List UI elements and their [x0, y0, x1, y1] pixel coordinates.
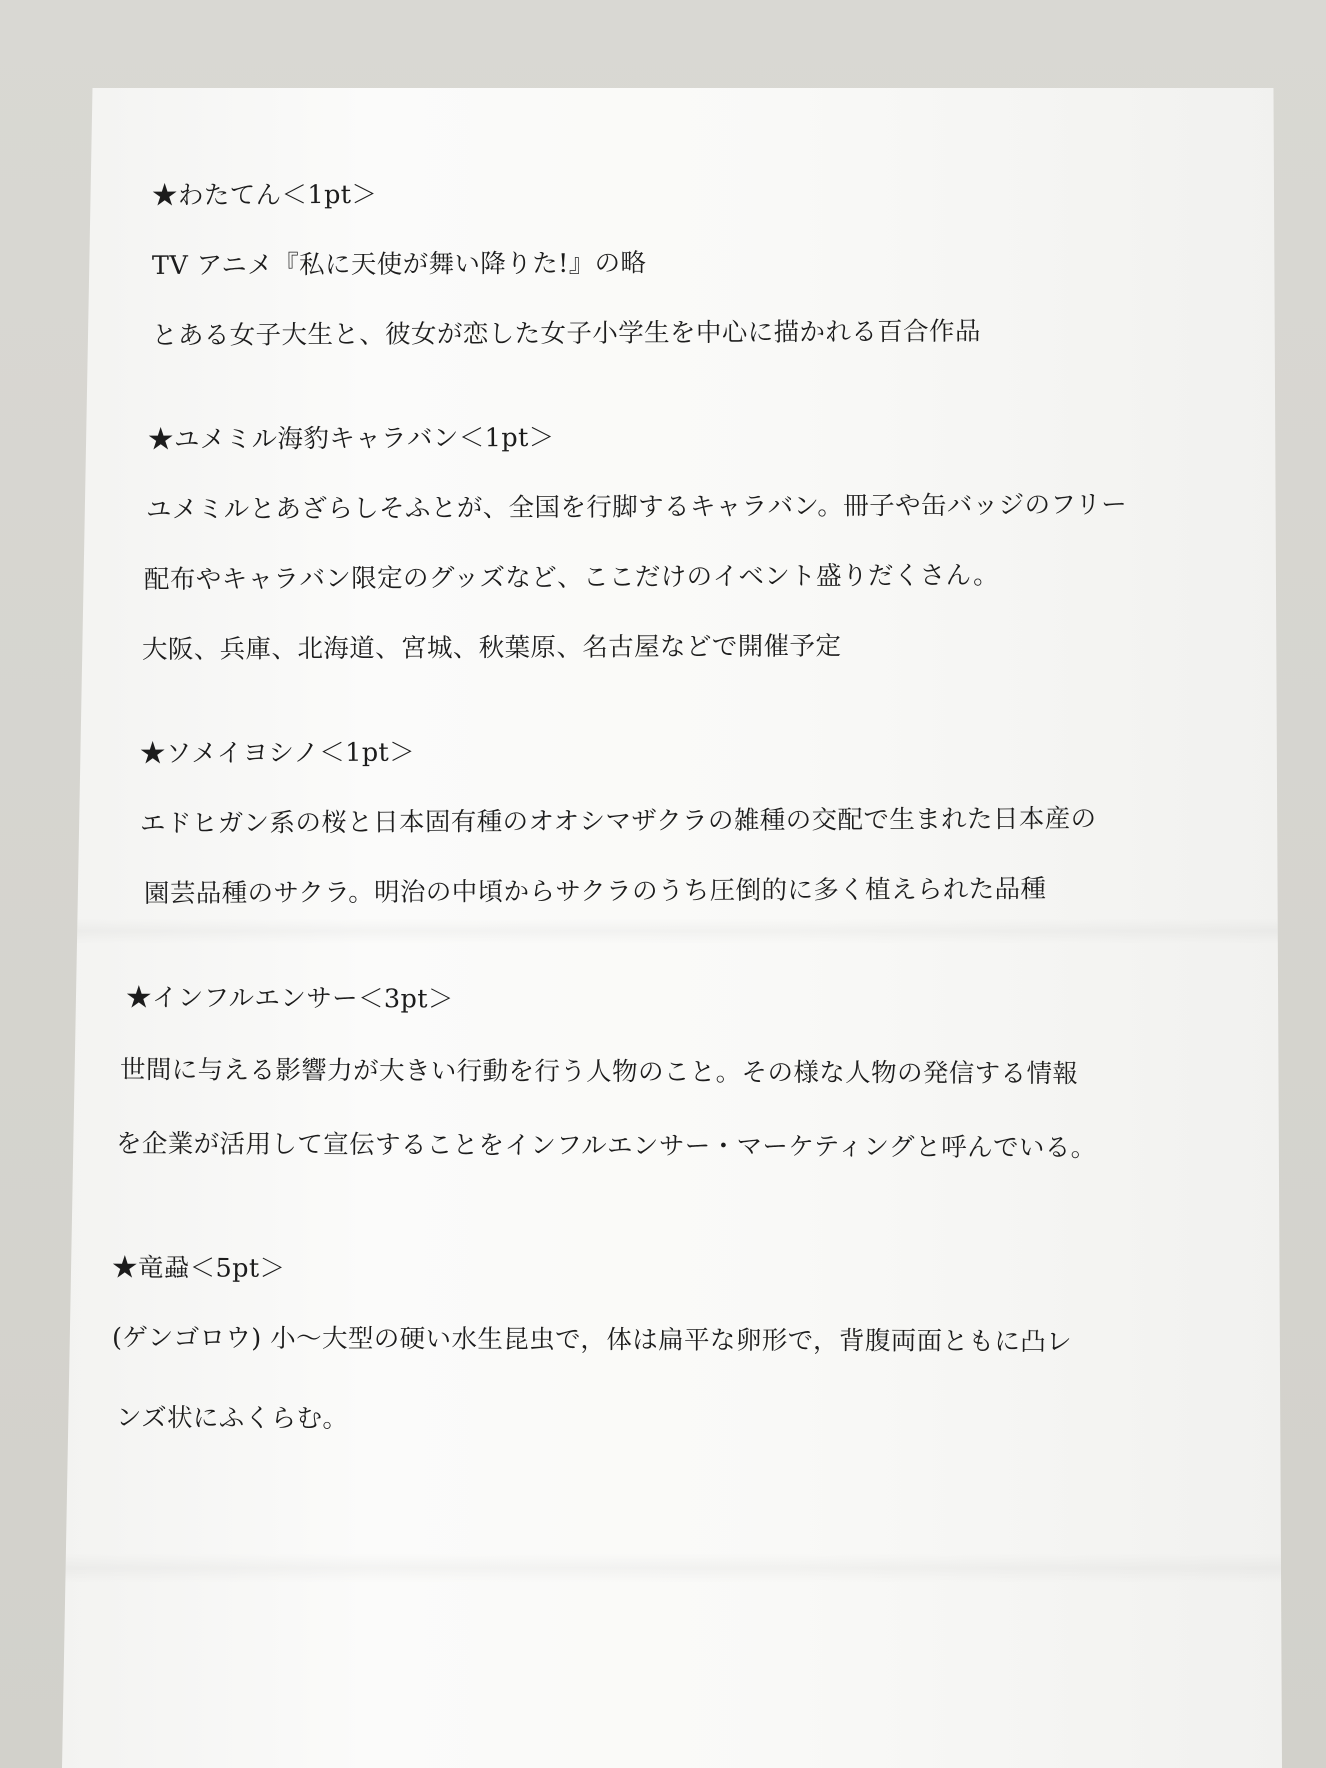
paper-fold	[62, 1553, 1282, 1583]
section-line: ンズ状にふくらむ。	[115, 1403, 349, 1435]
section-line: ユメミルとあざらしそふとが、全国を行脚するキャラバン。冊子や缶バッジのフリー	[145, 489, 1128, 525]
section-line: TV アニメ『私に天使が舞い降りた!』の略	[151, 248, 647, 281]
section-line: 園芸品種のサクラ。明治の中頃からサクラのうち圧倒的に多く植えられた品種	[143, 874, 1047, 909]
section-line: 大阪、兵庫、北海道、宮城、秋葉原、名古屋などで開催予定	[141, 631, 842, 665]
section-line: を企業が活用して宣伝することをインフルエンサー・マーケティングと呼んでいる。	[115, 1129, 1097, 1164]
section-line: とある女子大生と、彼女が恋した女子小学生を中心に描かれる百合作品	[151, 316, 981, 351]
section-line: 配布やキャラバン限定のグッズなど、ここだけのイベント盛りだくさん。	[143, 560, 1000, 595]
section-line: 世間に与える影響力が大きい行動を行う人物のこと。その様な人物の発信する情報	[119, 1055, 1079, 1090]
section-heading-caravan: ★ユメミル海豹キャラバン＜1pt＞	[147, 422, 555, 455]
section-heading-wataten: ★わたてん＜1pt＞	[151, 179, 378, 211]
section-heading-influencer: ★インフルエンサー＜3pt＞	[125, 983, 454, 1015]
section-line: (ゲンゴロウ) 小～大型の硬い水生昆虫で，体は扁平な卵形で，背腹両面ともに凸レ	[111, 1323, 1073, 1358]
paper-fold	[62, 918, 1282, 944]
section-heading-gengorou: ★竜蝨＜5pt＞	[111, 1253, 286, 1284]
section-line: エドヒガン系の桜と日本固有種のオオシマザクラの雑種の交配で生まれた日本産の	[139, 803, 1097, 839]
section-heading-someiyoshino: ★ソメイヨシノ＜1pt＞	[139, 737, 416, 769]
